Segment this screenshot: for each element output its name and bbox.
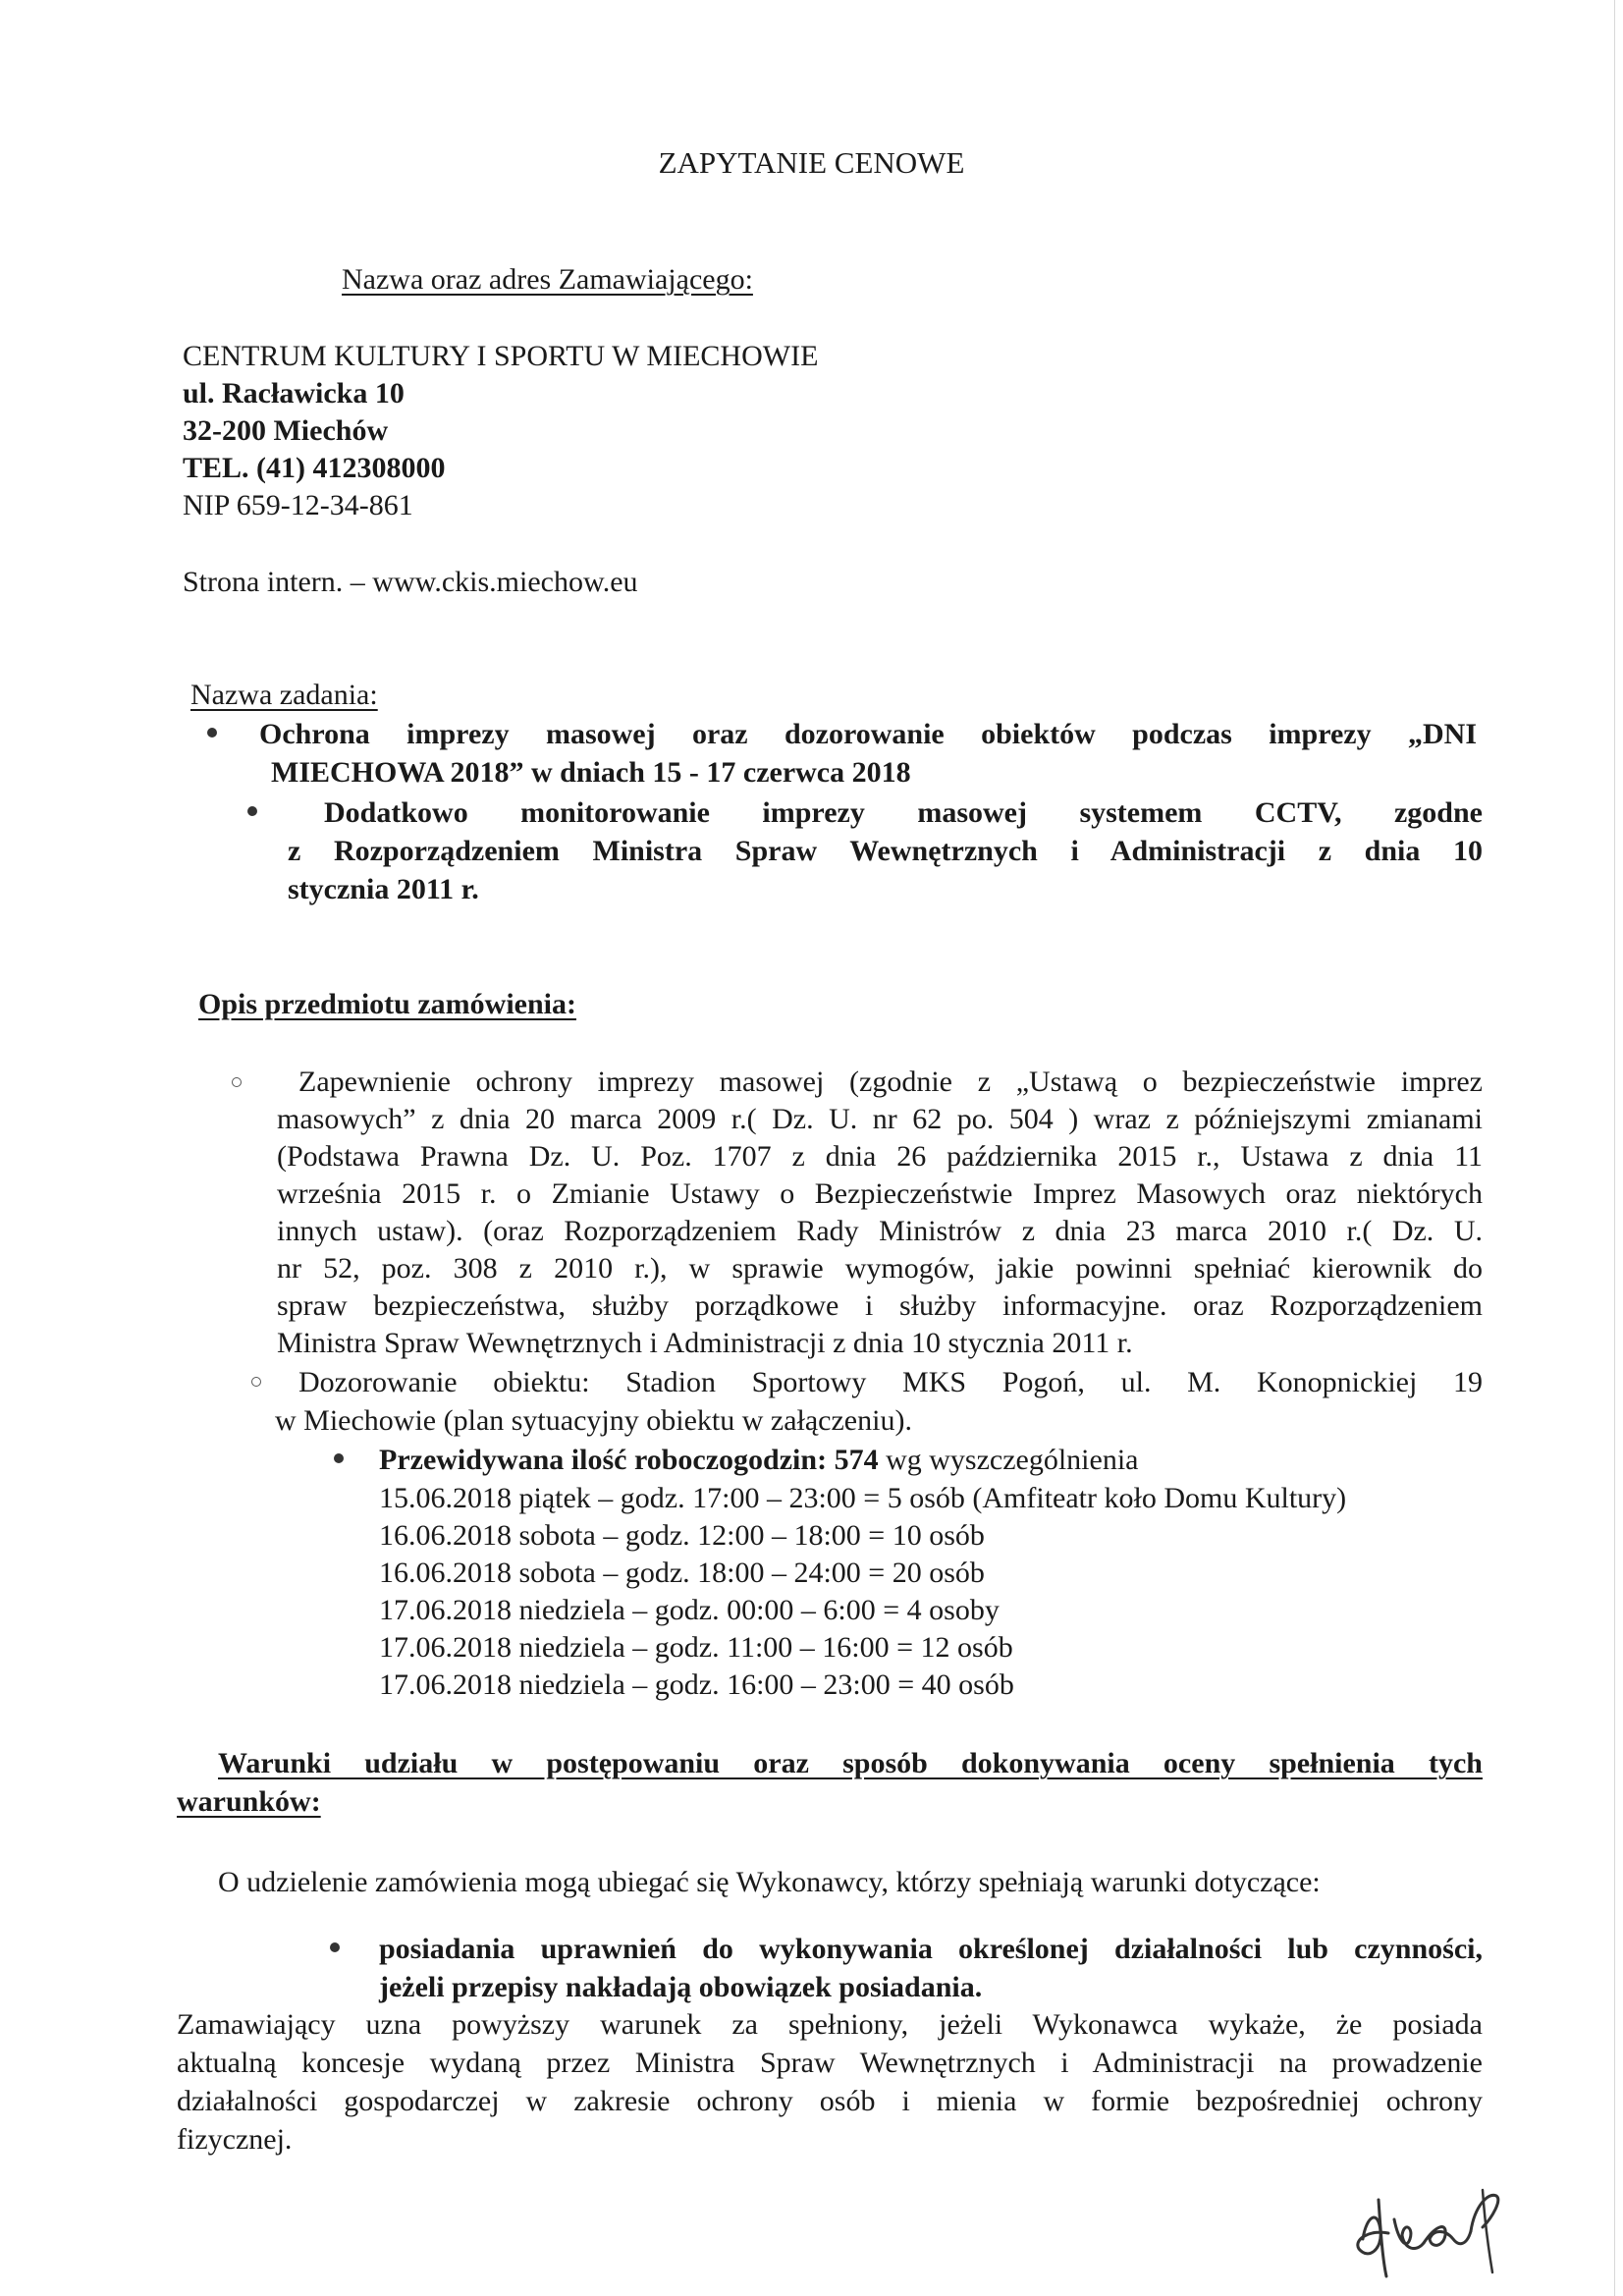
schedule-row: 17.06.2018 niedziela – godz. 16:00 – 23:00 = 40 osób <box>379 1668 1014 1701</box>
description-item-2-line-1: Dozorowanie obiektu: Stadion Sportowy MKS Pogoń, ul. M. Konopnickiej 19 <box>298 1366 1483 1398</box>
conditions-paragraph-line-3: działalności gospodarczej w zakresie ochrony osób i mienia w formie bezpośredniej ochrony <box>177 2085 1483 2117</box>
task-item-1-line-1: Ochrona imprezy masowej oraz dozorowanie obiektów podczas imprezy „DNI <box>259 718 1477 750</box>
bullet-icon <box>232 1077 242 1087</box>
ordering-party-name: CENTRUM KULTURY I SPORTU W MIECHOWIE <box>183 340 819 372</box>
task-heading: Nazwa zadania: <box>190 679 378 711</box>
schedule-row: 16.06.2018 sobota – godz. 12:00 – 18:00 = 10 osób <box>379 1519 985 1552</box>
schedule-row: 16.06.2018 sobota – godz. 18:00 – 24:00 = 20 osób <box>379 1557 985 1589</box>
hours-suffix: wg wyszczególnienia <box>878 1444 1139 1476</box>
task-item-1-line-2: MIECHOWA 2018” w dniach 15 - 17 czerwca 2018 <box>271 756 911 789</box>
description-heading: Opis przedmiotu zamówienia: <box>198 988 576 1020</box>
bullet-icon <box>207 728 217 738</box>
conditions-intro: O udzielenie zamówienia mogą ubiegać się Wykonawcy, którzy spełniają warunki dotyczące: <box>218 1866 1321 1898</box>
task-item-2-line-2: z Rozporządzeniem Ministra Spraw Wewnętrznych i Administracji z dnia 10 <box>288 835 1483 867</box>
conditions-paragraph-line-4: fizycznej. <box>177 2123 293 2156</box>
handwritten-initials <box>1345 2170 1512 2288</box>
schedule-row: 17.06.2018 niedziela – godz. 11:00 – 16:00 = 12 osób <box>379 1631 1013 1664</box>
description-item-1-line-8: Ministra Spraw Wewnętrznych i Administracji z dnia 10 stycznia 2011 r. <box>277 1327 1133 1359</box>
schedule-row: 17.06.2018 niedziela – godz. 00:00 – 6:00 = 4 osoby <box>379 1594 1000 1626</box>
hours-label: Przewidywana ilość roboczogodzin: 574 <box>379 1444 879 1476</box>
task-item-2-line-3: stycznia 2011 r. <box>288 873 479 905</box>
ordering-party-nip: NIP 659-12-34-861 <box>183 489 413 521</box>
ordering-party-heading: Nazwa oraz adres Zamawiającego: <box>342 263 753 296</box>
description-item-1-line-7: spraw bezpieczeństwa, służby porządkowe i służby informacyjne. oraz Rozporządzeniem <box>277 1289 1483 1322</box>
bullet-icon <box>330 1942 340 1952</box>
conditions-heading-line-2: warunków: <box>177 1785 321 1818</box>
bullet-icon <box>251 1377 261 1387</box>
hours-line <box>379 1441 1138 1479</box>
bullet-icon <box>334 1453 344 1463</box>
conditions-bullet-line-2: jeżeli przepisy nakładają obowiązek posiadania. <box>379 1971 983 2003</box>
scan-edge-line <box>1614 0 1615 2296</box>
ordering-party-website: Strona intern. – www.ckis.miechow.eu <box>183 566 638 598</box>
ordering-party-postal: 32-200 Miechów <box>183 414 389 447</box>
conditions-bullet-line-1: posiadania uprawnień do wykonywania określonej działalności lub czynności, <box>379 1933 1483 1965</box>
conditions-heading-line-1: Warunki udziału w postępowaniu oraz sposób dokonywania oceny spełnienia tych <box>218 1747 1483 1779</box>
schedule-row: 15.06.2018 piątek – godz. 17:00 – 23:00 = 5 osób (Amfiteatr koło Domu Kultury) <box>379 1482 1347 1514</box>
description-item-1-line-4: września 2015 r. o Zmianie Ustawy o Bezpieczeństwie Imprez Masowych oraz niektórych <box>277 1177 1483 1210</box>
conditions-paragraph-line-1: Zamawiający uzna powyższy warunek za spełniony, jeżeli Wykonawca wykaże, że posiada <box>177 2008 1483 2041</box>
description-item-1-line-6: nr 52, poz. 308 z 2010 r.), w sprawie wymogów, jakie powinni spełniać kierownik do <box>277 1252 1483 1285</box>
bullet-icon <box>247 806 257 816</box>
ordering-party-phone: TEL. (41) 412308000 <box>183 452 446 484</box>
conditions-paragraph-line-2: aktualną koncesje wydaną przez Ministra Spraw Wewnętrznych i Administracji na prowadzenie <box>177 2047 1483 2079</box>
description-item-2-line-2: w Miechowie (plan sytuacyjny obiektu w załączeniu). <box>275 1404 912 1437</box>
description-item-1-line-1: Zapewnienie ochrony imprezy masowej (zgodnie z „Ustawą o bezpieczeństwie imprez <box>298 1066 1483 1098</box>
ordering-party-street: ul. Racławicka 10 <box>183 377 405 410</box>
description-item-1-line-5: innych ustaw). (oraz Rozporządzeniem Rady Ministrów z dnia 23 marca 2010 r.( Dz. U. <box>277 1215 1483 1247</box>
task-item-2-line-1: Dodatkowo monitorowanie imprezy masowej systemem CCTV, zgodne <box>324 796 1483 829</box>
document-title: ZAPYTANIE CENOWE <box>658 145 965 180</box>
description-item-1-line-3: (Podstawa Prawna Dz. U. Poz. 1707 z dnia 26 października 2015 r., Ustawa z dnia 11 <box>277 1140 1483 1173</box>
description-item-1-line-2: masowych” z dnia 20 marca 2009 r.( Dz. U. nr 62 po. 504 ) wraz z późniejszymi zmianami <box>277 1103 1483 1135</box>
